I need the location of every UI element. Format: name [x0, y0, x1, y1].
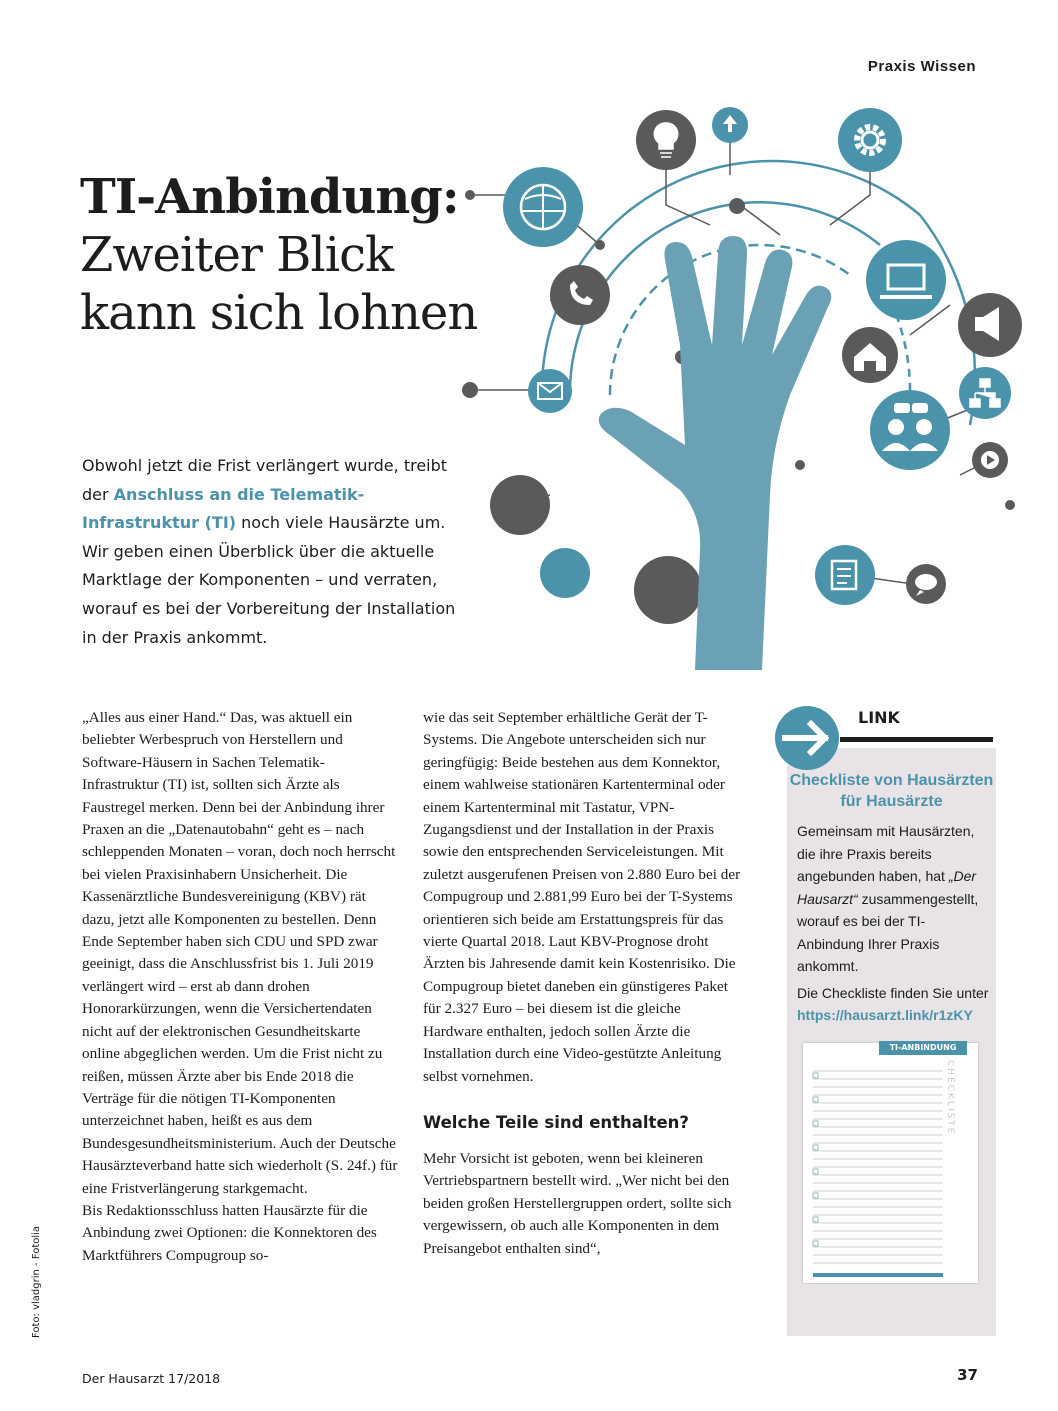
- thumbnail-tab: TI-ANBINDUNG: [879, 1041, 967, 1055]
- gear-icon: [838, 108, 902, 172]
- arrow-right-icon: [775, 706, 839, 770]
- laptop-icon: [866, 240, 946, 320]
- photo-credit: Foto: vladgrin - Fotolia: [31, 1225, 42, 1338]
- thumbnail-side-label: CHECKLISTE: [945, 1060, 955, 1136]
- hand-network-illustration: [450, 95, 1040, 670]
- paragraph: wie das seit September erhältliche Gerät der T-Systems. Die Angebote unterscheiden sich nur geringfügig: Beide bestehen aus dem Konnektor, einem wahlweise stationären Kartenterminal oder einem Kartenterminal mit Tastatur, VPN-Zugangsdienst und der Installation in der Praxis sowie den entsprechenden Serviceleistungen. Mit zuletzt ausgerufenen Preisen von 2.880 Euro bei der Compugroup und 2.881,99 Euro bei der T-Systems orientieren sich beide am Erstattungspreis für das vierte Quartal 2018. Laut KBV-Prognose droht Ärzten bis Jahresende damit kein Kostenrisiko. Die Compugroup bietet daneben ein günstigeres Paket für 2.327 Euro – bei diesem ist die gleiche Hardware enthalten, jedoch sollen Ärzte die Installation durch eine Video-gestützte Anleitung selbst vornehmen.: [423, 709, 741, 1085]
- sidebar-description: Gemeinsam mit Hausärzten, die ihre Praxis bereits angebunden haben, hat „Der Hausarzt“ zusammengestellt, worauf es bei der TI-Anbindung Ihrer Praxis ankommt.: [797, 823, 979, 974]
- paragraph: Bis Redaktionsschluss hatten Hausärzte für die Anbindung zwei Optionen: die Konnektoren des Marktführers Compugroup so-: [82, 1201, 377, 1264]
- hand-illustration: [599, 236, 832, 670]
- title-line-3: kann sich lohnen: [80, 285, 478, 341]
- sidebar-cta: Die Checkliste finden Sie unter: [797, 984, 989, 1001]
- link-label: LINK: [858, 708, 900, 727]
- paragraph: Mehr Vorsicht ist geboten, wenn bei kleineren Vertriebspartnern bestellt wird. „Wer nicht bei den beiden großen Herstellergruppen ordert, sollte sich vergewissern, ob auch alle Komponenten in dem Preisangebot enthalten sind“,: [423, 1149, 732, 1257]
- title-line-2: Zweiter Blick: [80, 227, 394, 283]
- lead-highlight: Anschluss an die Telematik-Infrastruktur (TI): [82, 484, 365, 533]
- checklist-link[interactable]: https://hausarzt.link/r1zKY: [797, 1007, 973, 1023]
- sidebar-title: Checkliste von Hausärzten für Hausärzte: [789, 772, 994, 810]
- issue-label: Der Hausarzt 17/2018: [82, 1371, 221, 1386]
- sidebar-text: [797, 820, 989, 1027]
- link-header-bar: [840, 737, 993, 742]
- phone-icon: [550, 265, 610, 325]
- link-badge: [775, 706, 839, 770]
- paragraph: „Alles aus einer Hand.“ Das, was aktuell ein beliebter Werbespruch von Herstellern und Software-Häusern in Sachen Telematik-Infrastruktur (TI) ist, sollten sich Ärzte als Faustregel merken. Denn bei der Anbindung ihrer Praxen an die „Datenautobahn“ geht es – nach schleppenden Monaten – voran, doch noch herrscht bei vielen Praxisinhabern Unsicherheit. Die Kassenärztliche Bundesvereinigung (KBV) rät dazu, jetzt alle Komponenten zu bestellen. Denn Ende September haben sich CDU und SPD zwar geeinigt, dass die Anschlussfrist bis 1. Juli 2019 verlängert wird – erst ab dann drohen Honorarkürzungen, wenn die Versichertendaten nicht auf der elektronischen Gesundheitskarte online abgeglichen werden. Um die Frist nicht zu reißen, müssen Ärzte aber bis Ende 2018 die Verträge für die nötigen TI-Komponenten unterzeichnet haben, heißt es aus dem Bundesgesundheitsministerium. Auch der Deutsche Hausärzteverband hatte sich wiederholt (S. 24f.) für eine Fristverlängerung starkgemacht.: [82, 709, 398, 1197]
- lead-paragraph: Obwohl jetzt die Frist verlängert wurde, treibt der Anschluss an die Telematik-Infrastruktur (TI) noch viele Hausärzte um. Wir geben einen Überblick über die aktuelle Marktlage der Komponenten – und verraten, worauf es bei der Vorbereitung der Installation in der Praxis ankommt.: [82, 456, 456, 647]
- body-column-1: [82, 707, 400, 1267]
- page-number: 37: [957, 1366, 978, 1384]
- title-line-1: TI-Anbindung:: [80, 169, 459, 225]
- chat-people-icon: [870, 390, 950, 470]
- subheading: Welche Teile sind enthalten?: [423, 1112, 689, 1132]
- section-label: Praxis Wissen: [867, 58, 976, 75]
- body-column-2: [423, 707, 741, 1260]
